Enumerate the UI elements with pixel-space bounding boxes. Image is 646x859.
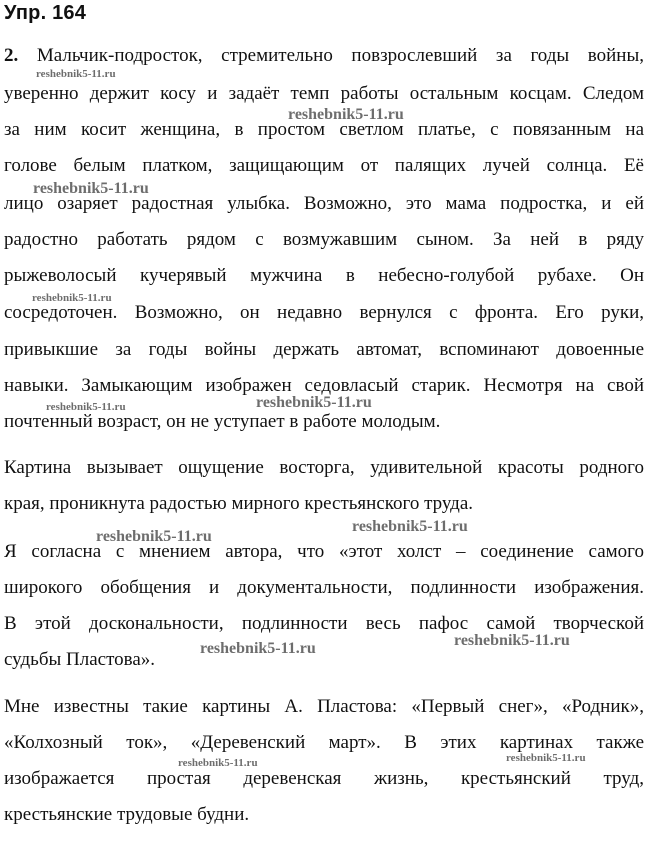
text-line: Мне известны такие картины А. Пластова: «Первый снег», «Родник», <box>4 696 644 717</box>
watermark: reshebnik5-11.ru <box>96 528 212 545</box>
item-number: 2. <box>4 45 19 66</box>
text-line: Я согласна с мнением автора, что «этот холст – соединение самого <box>4 541 644 562</box>
text-line: 2. Мальчик-подросток, стремительно повзрослевший за годы войны, <box>4 45 644 66</box>
watermark: reshebnik5-11.ru <box>506 752 586 764</box>
text-line: привыкшие за годы войны держать автомат, вспоминают довоенные <box>4 339 644 360</box>
text-line: сосредоточен. Возможно, он недавно вернулся с фронта. Его руки, <box>4 302 644 323</box>
watermark: reshebnik5-11.ru <box>200 640 316 657</box>
text-line: широкого обобщения и документальности, подлинности изображения. <box>4 577 644 598</box>
watermark: reshebnik5-11.ru <box>32 292 112 304</box>
text-line: уверенно держит косу и задаёт темп работы остальным косцам. Следом <box>4 83 644 104</box>
exercise-title: Упр. 164 <box>4 2 87 24</box>
text-line: за ним косит женщина, в простом светлом платье, с повязанным на <box>4 119 644 140</box>
text-line: В этой доскональности, подлинности весь пафос самой творческой <box>4 613 644 634</box>
text-line: навыки. Замыкающим изображен седовласый старик. Несмотря на свой <box>4 375 644 396</box>
text-line: крестьянские трудовые будни. <box>4 804 250 825</box>
watermark: reshebnik5-11.ru <box>46 401 126 413</box>
watermark: reshebnik5-11.ru <box>33 180 149 197</box>
text-line: лицо озаряет радостная улыбка. Возможно, это мама подростка, и ей <box>4 193 644 214</box>
text-line: края, проникнута радостью мирного крестьянского труда. <box>4 493 474 514</box>
watermark: reshebnik5-11.ru <box>36 68 116 80</box>
text-line: судьбы Пластова». <box>4 649 156 670</box>
text-line: рыжеволосый кучерявый мужчина в небесно-голубой рубахе. Он <box>4 265 644 286</box>
watermark: reshebnik5-11.ru <box>454 632 570 649</box>
text-line: голове белым платком, защищающим от палящих лучей солнца. Её <box>4 155 644 176</box>
watermark: reshebnik5-11.ru <box>256 394 372 411</box>
text-line: Картина вызывает ощущение восторга, удивительной красоты родного <box>4 457 644 478</box>
watermark: reshebnik5-11.ru <box>178 757 258 769</box>
text-line: «Колхозный ток», «Деревенский март». В этих картинах также <box>4 732 644 753</box>
text-line: изображается простая деревенская жизнь, крестьянский труд, <box>4 768 644 789</box>
text-line: почтенный возраст, он не уступает в работе молодым. <box>4 411 441 432</box>
watermark: reshebnik5-11.ru <box>352 518 468 535</box>
watermark: reshebnik5-11.ru <box>288 106 404 123</box>
text-line: радостно работать рядом с возмужавшим сыном. За ней в ряду <box>4 229 644 250</box>
